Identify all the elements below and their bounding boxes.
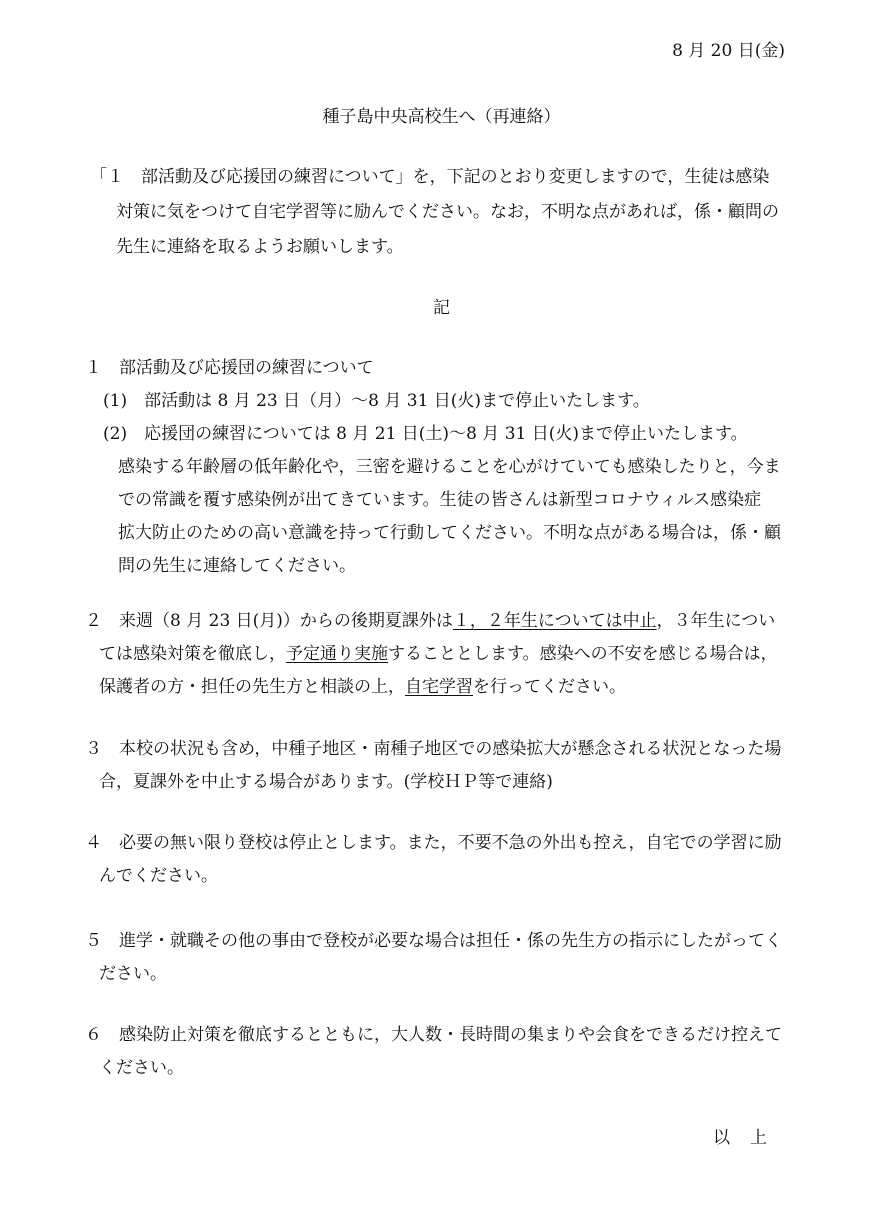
section-4-line: んでください。	[99, 866, 218, 886]
section-1-item-1: (1) 部活動は 8 月 23 日（月）～8 月 31 日(火)まで停止いたします。	[103, 391, 650, 411]
section-4-line: ４ 必要の無い限り登校は停止とします。また，不要不急の外出も控え，自宅での学習に励	[85, 833, 782, 853]
section-2-line	[85, 605, 815, 638]
section-1-body-line: 感染する年齢層の低年齢化や，三密を避けることを心がけていても感染したりと，今ま	[118, 457, 781, 477]
section-5	[85, 925, 815, 991]
section-6-line: ６ 感染防止対策を徹底するとともに，大人数・長時間の集まりや会食をできるだけ控えて	[85, 1025, 782, 1045]
section-3-line: ３ 本校の状況も含め，中種子地区・南種子地区での感染拡大が懸念される状況となった場	[85, 739, 782, 759]
section-6-line: ください。	[99, 1058, 184, 1078]
intro-line: 「１ 部活動及び応援団の練習について」を，下記のとおり変更しますので，生徒は感染	[90, 167, 770, 187]
section-2-text: を行ってください。	[473, 677, 626, 697]
section-1	[85, 352, 815, 583]
document-title: 種子島中央高校生へ（再連絡）	[322, 107, 561, 127]
section-2-underlined: １，２年生については中止	[452, 611, 657, 631]
section-1-heading: １ 部活動及び応援団の練習について	[85, 358, 374, 378]
section-1-item-2: (2) 応援団の練習については 8 月 21 日(土)～8 月 31 日(火)まで停止いたします。	[103, 424, 748, 444]
section-3	[85, 733, 815, 799]
section-2-text: することとします。感染への不安を感じる場合は，	[388, 644, 778, 664]
section-2-text: ２ 来週（8 月 23 日(月)）からの後期夏課外は	[85, 611, 453, 631]
section-2-text: ，３年生につい	[656, 611, 776, 631]
section-2-line	[85, 638, 815, 671]
document-date: 8 月 20 日(金)	[672, 41, 785, 61]
section-2-text: ては感染対策を徹底し，	[99, 644, 286, 664]
section-1-body-line: 拡大防止のための高い意識を持って行動してください。不明な点がある場合は，係・顧	[118, 523, 781, 543]
ki-marker: 記	[433, 298, 450, 318]
intro-line: 対策に気をつけて自宅学習等に励んでください。なお，不明な点があれば，係・顧問の	[116, 202, 779, 222]
section-2-line	[85, 671, 815, 704]
section-5-line: ださい。	[99, 964, 167, 984]
intro-line: 先生に連絡を取るようお願いします。	[116, 237, 404, 257]
section-4	[85, 827, 815, 893]
section-6	[85, 1019, 815, 1085]
intro-paragraph	[90, 160, 816, 265]
closing-ijo: 以上	[713, 1128, 787, 1148]
section-2-underlined: 予定通り実施	[286, 644, 388, 664]
section-3-line: 合，夏課外を中止する場合があります。(学校ＨＰ等で連絡)	[99, 772, 553, 792]
section-2	[85, 605, 815, 704]
section-1-body-line: 問の先生に連絡してください。	[118, 556, 356, 576]
section-1-body-line: での常識を覆す感染例が出てきています。生徒の皆さんは新型コロナウィルス感染症	[118, 490, 762, 510]
section-2-text: 保護者の方・担任の先生方と相談の上，	[99, 677, 405, 697]
section-5-line: ５ 進学・就職その他の事由で登校が必要な場合は担任・係の先生方の指示にしたがってく	[85, 931, 782, 951]
section-2-underlined: 自宅学習	[405, 677, 473, 697]
